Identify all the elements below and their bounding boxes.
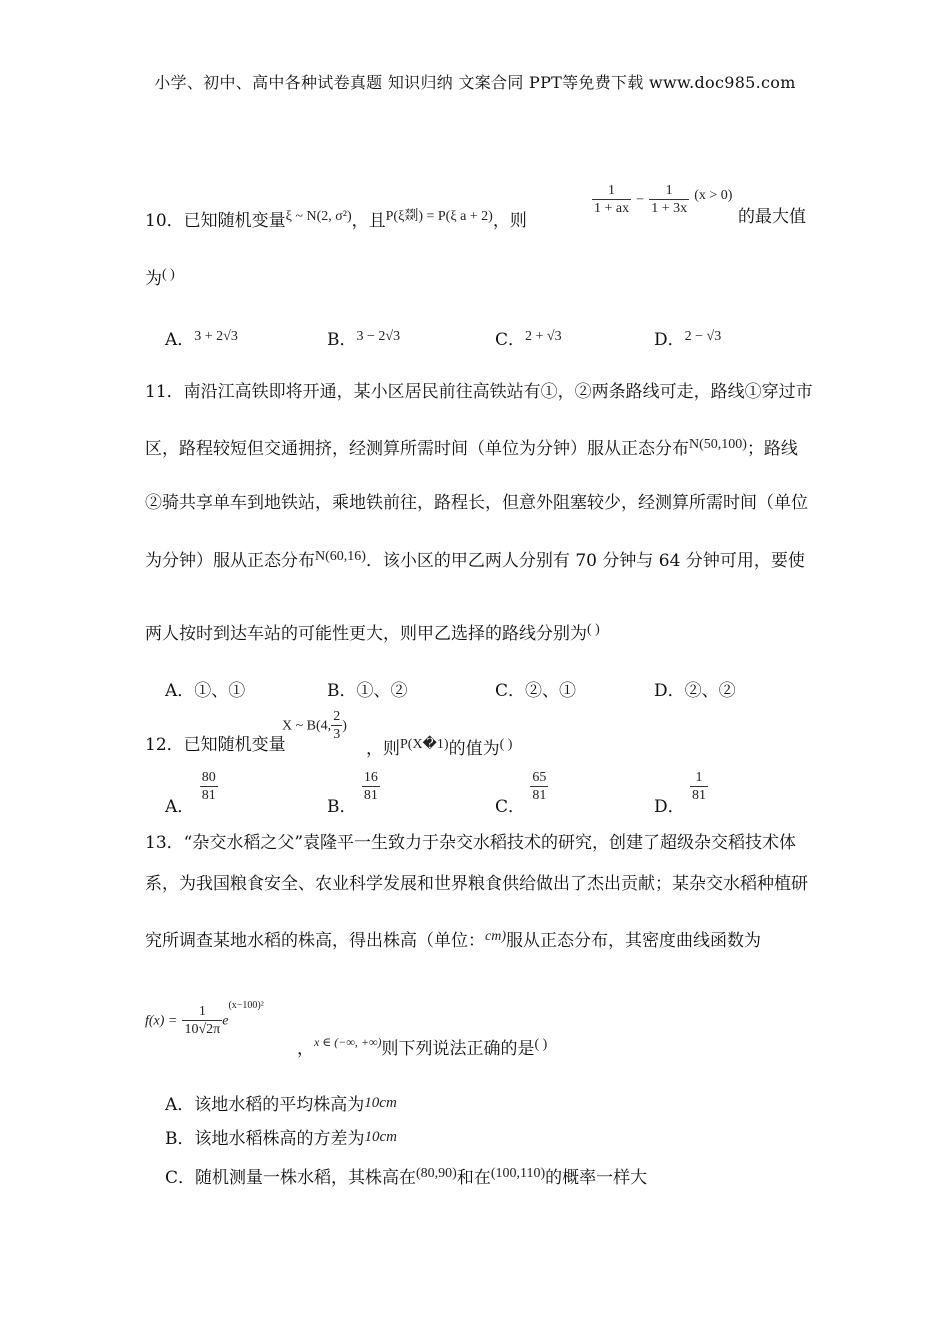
q11-dist-2: N(60,16)	[315, 549, 366, 564]
q10-answer-paren: ( )	[162, 267, 175, 282]
q10-math-1: ξ ~ N(2, σ²)	[285, 209, 352, 224]
q10-minus: −	[636, 192, 645, 208]
q11-option-c: C．②、①	[495, 681, 577, 701]
q13-unit: cm)	[485, 929, 506, 944]
q10-fraction-2: $\frac{1}{1 + 3x}$	[651, 183, 688, 216]
q13-density-function: f(x) = $\frac{1}{10√2\pi}$ $e^{(x-100)^2}$	[145, 1000, 264, 1037]
q10-text-5: 为	[145, 269, 162, 289]
question-10-line-1	[145, 206, 527, 232]
q13-line-2: 系，为我国粮食安全、农业科学发展和世界粮食供给做出了杰出贡献；某杂交水稻种植研	[145, 874, 808, 894]
q13-line-1: 13．“杂交水稻之父”袁隆平一生致力于杂交水稻技术的研究，创建了超级杂交稻技术体	[145, 833, 797, 853]
q10-option-c: C．$^{2 + √3}$	[495, 329, 562, 350]
q12-prob: P(X�1)	[400, 737, 449, 752]
q12-text-1: 12．已知随机变量	[145, 735, 286, 755]
q13-option-a: A．该地水稻的平均株高为10cm	[165, 1095, 397, 1115]
q12-line-1-rest: ，则$^{P(X�1)}$的值为( )	[366, 737, 513, 759]
q10-option-a: A．$^{3 + 2√3}$	[165, 329, 238, 350]
q11-line-3: ②骑共享单车到地铁站，乘地铁前往，路程长，但意外阻塞较少，经测算所需时间（单位	[145, 493, 808, 513]
q10-fraction-1: $\frac{1}{1 + ax}$	[594, 183, 630, 216]
q11-line-5: 两人按时到达车站的可能性更大，则甲乙选择的路线分别为( )	[145, 622, 600, 644]
q10-expression	[592, 183, 732, 218]
q11-option-b: B．①、②	[327, 681, 408, 701]
q11-option-d: D．②、②	[654, 681, 736, 701]
q13-domain: x ∈ (−∞, +∞)	[314, 1035, 382, 1049]
q13-option-c: C．随机测量一株水稻，其株高在$^{(80,90)}$和在$^{(100,110)}$的概率一样大	[165, 1166, 648, 1188]
q13-answer-paren: ( )	[534, 1037, 548, 1052]
q11-option-a: A．①、①	[165, 681, 246, 701]
q12-option-d: D． $\frac{1}{81}$	[654, 770, 707, 817]
q10-text-1: 10．已知随机变量	[145, 211, 286, 231]
page-header: 小学、初中、高中各种试卷真题 知识归纳 文案合同 PPT等免费下载 www.doc985.com	[154, 73, 796, 92]
q10-text-4: 的最大值	[738, 207, 806, 227]
q12-answer-paren: ( )	[499, 737, 513, 752]
q13-option-b: B．该地水稻株高的方差为10cm	[165, 1129, 397, 1149]
q10-text-2: ，且	[351, 211, 386, 231]
q11-line-1: 11．南沿江高铁即将开通，某小区居民前往高铁站有①，②两条路线可走，路线①穿过市	[145, 382, 813, 402]
q10-line-2	[145, 264, 175, 290]
q12-option-c: C． $\frac{65}{81}$	[495, 770, 547, 817]
q12-binomial: X ~ B(4, $\frac{2}{3}$ )	[282, 709, 347, 742]
q10-option-d: D．$^{2 - √3}$	[654, 329, 722, 350]
q11-dist-1: N(50,100)	[689, 437, 747, 452]
q10-condition: (x > 0)	[694, 188, 733, 203]
q11-line-4: 为分钟）服从正态分布$^{N(60,16)}$．该小区的甲乙两人分别有 70 分钟与 64 分钟可用，要使	[145, 549, 805, 571]
q10-option-b: B．$^{3 - 2√3}$	[327, 329, 401, 350]
q11-line-2: 区，路程较短但交通拥挤，经测算所需时间（单位为分钟）服从正态分布$^{N(50,100)}$；路线	[145, 437, 798, 459]
q13-line-4-rest: ，$^{x \in (-\infty, +\infty)}$则下列说法正确的是( )	[297, 1035, 548, 1059]
q10-math-2: P(ξ剟) = P(ξ a + 2)	[385, 209, 493, 224]
q12-fraction: $\frac{2}{3}$	[333, 709, 341, 742]
q13-fraction: $\frac{1}{10√2\pi}$	[184, 1004, 221, 1037]
q12-option-a: A． $\frac{80}{81}$	[165, 770, 216, 817]
q10-text-3: ，则	[492, 211, 527, 231]
q11-answer-paren: ( )	[587, 622, 600, 637]
q12-option-b: B． $\frac{16}{81}$	[327, 770, 378, 817]
q13-line-3: 究所调查某地水稻的株高，得出株高（单位：$^{cm)}$服从正态分布，其密度曲线函数为	[145, 929, 761, 951]
